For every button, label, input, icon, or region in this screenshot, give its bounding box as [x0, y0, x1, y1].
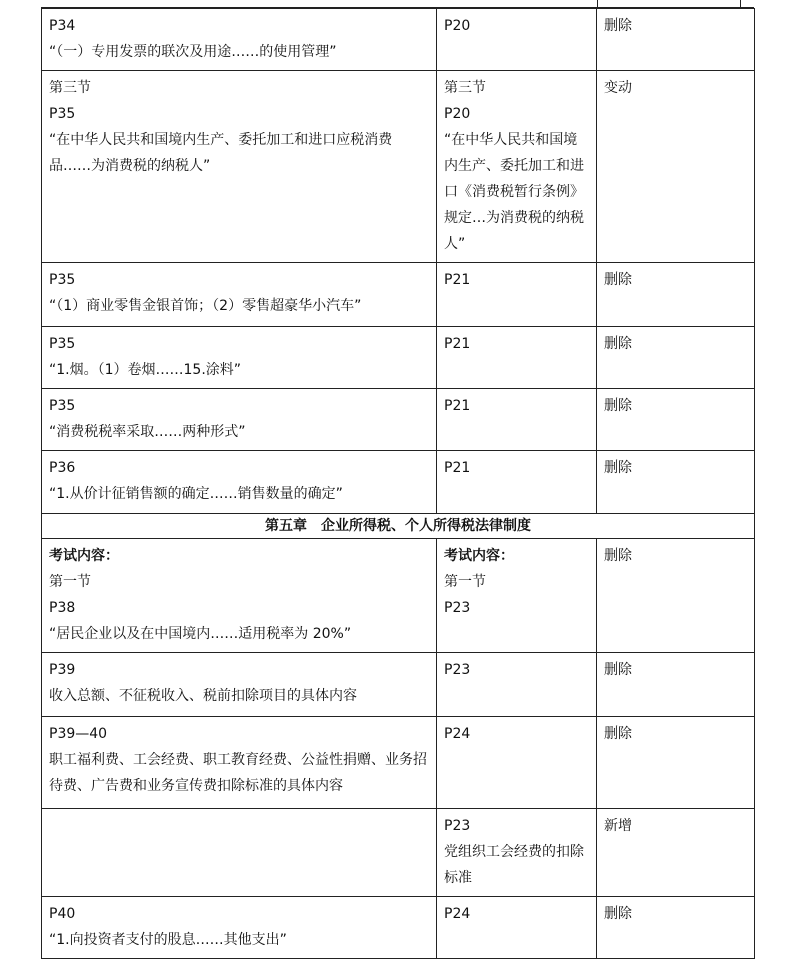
cell-text: P21 — [444, 460, 471, 476]
change-type-cell — [597, 327, 755, 389]
old-content-cell — [42, 809, 437, 897]
cell-text: 变动 — [604, 80, 632, 96]
old-content-cell — [42, 653, 437, 717]
cell-text: P35 — [49, 106, 76, 122]
cell-text: 删除 — [604, 18, 632, 34]
cell-text: P21 — [444, 398, 471, 414]
change-type-cell — [597, 653, 755, 717]
old-content-cell — [42, 71, 437, 263]
cell-text: P23 — [444, 600, 471, 616]
changes-table — [41, 8, 755, 959]
old-content-cell — [42, 539, 437, 653]
cell-text: P35 — [49, 272, 76, 288]
change-type-cell — [597, 9, 755, 71]
cell-text: P20 — [444, 18, 471, 34]
change-type-cell — [597, 71, 755, 263]
cell-text: P23 — [444, 818, 471, 834]
top-divider-right — [740, 0, 741, 8]
change-type-cell — [597, 717, 755, 809]
cell-text: 删除 — [604, 336, 632, 352]
cell-text: P34 — [49, 18, 76, 34]
table-row — [42, 539, 755, 653]
table-row — [42, 717, 755, 809]
table-row — [42, 809, 755, 897]
cell-text: P24 — [444, 726, 471, 742]
table-section-chapter5 — [42, 539, 755, 959]
cell-text: P38 — [49, 600, 76, 616]
new-content-cell — [437, 71, 597, 263]
change-type-cell — [597, 539, 755, 653]
old-content-cell — [42, 389, 437, 451]
cell-text: P24 — [444, 906, 471, 922]
cell-text: P23 — [444, 662, 471, 678]
cell-text: “（1）商业零售金银首饰；（2）零售超豪华小汽车” — [49, 298, 362, 314]
change-type-cell — [597, 263, 755, 327]
cell-text: “1.向投资者支付的股息……其他支出” — [49, 932, 287, 948]
cell-text: 第三节 — [49, 80, 91, 96]
cell-text: 职工福利费、工会经费、职工教育经费、公益性捐赠、业务招待费、广告费和业务宣传费扣除标准的具体内容 — [49, 752, 427, 794]
new-content-cell — [437, 653, 597, 717]
old-content-cell — [42, 897, 437, 959]
cell-text: 删除 — [604, 726, 632, 742]
table-row — [42, 389, 755, 451]
table-row — [42, 451, 755, 514]
new-content-cell — [437, 451, 597, 514]
cell-text: “在中华人民共和国境内生产、委托加工和进口《消费税暂行条例》规定…为消费税的纳税人” — [444, 132, 584, 252]
cell-text: P35 — [49, 336, 76, 352]
cell-text: “（一）专用发票的联次及用途……的使用管理” — [49, 44, 337, 60]
new-content-cell — [437, 263, 597, 327]
chapter-header-row — [42, 514, 755, 539]
cell-text: “消费税税率采取……两种形式” — [49, 424, 246, 440]
old-content-cell — [42, 451, 437, 514]
exam-content-label: 考试内容： — [49, 548, 119, 564]
table-row — [42, 263, 755, 327]
cell-text: 第一节 — [49, 574, 91, 590]
new-content-cell — [437, 539, 597, 653]
table-row — [42, 327, 755, 389]
cell-text: 删除 — [604, 548, 632, 564]
cell-text: 删除 — [604, 398, 632, 414]
change-type-cell — [597, 809, 755, 897]
table-row — [42, 653, 755, 717]
cell-text: 删除 — [604, 460, 632, 476]
cell-text: 删除 — [604, 662, 632, 678]
old-content-cell — [42, 717, 437, 809]
cell-text: 收入总额、不征税收入、税前扣除项目的具体内容 — [49, 688, 357, 704]
cell-text: 删除 — [604, 272, 632, 288]
table-row — [42, 9, 755, 71]
change-type-cell — [597, 897, 755, 959]
cell-text: P40 — [49, 906, 76, 922]
new-content-cell — [437, 809, 597, 897]
change-type-cell — [597, 451, 755, 514]
change-type-cell — [597, 389, 755, 451]
cell-text: 第三节 — [444, 80, 486, 96]
old-content-cell — [42, 9, 437, 71]
cell-text: 第一节 — [444, 574, 486, 590]
cell-text: P39—40 — [49, 726, 108, 742]
exam-content-label: 考试内容： — [444, 548, 514, 564]
new-content-cell — [437, 897, 597, 959]
cell-text: 新增 — [604, 818, 632, 834]
cell-text: P20 — [444, 106, 471, 122]
old-content-cell — [42, 263, 437, 327]
chapter-title: 第五章 企业所得税、个人所得税法律制度 — [42, 514, 755, 539]
old-content-cell — [42, 327, 437, 389]
new-content-cell — [437, 327, 597, 389]
cell-text: “居民企业以及在中国境内……适用税率为 20%” — [49, 626, 352, 642]
cell-text: P21 — [444, 272, 471, 288]
chapter-header-section — [42, 514, 755, 539]
cell-text: “1.从价计征销售额的确定……销售数量的确定” — [49, 486, 343, 502]
cell-text: “1.烟。（1）卷烟……15.涂料” — [49, 362, 242, 378]
cell-text: P39 — [49, 662, 76, 678]
new-content-cell — [437, 717, 597, 809]
cell-text: P35 — [49, 398, 76, 414]
cell-text: 党组织工会经费的扣除标准 — [444, 844, 584, 886]
table-row — [42, 71, 755, 263]
table-section-chapter4 — [42, 9, 755, 514]
cell-text: “在中华人民共和国境内生产、委托加工和进口应税消费品……为消费税的纳税人” — [49, 132, 393, 174]
new-content-cell — [437, 389, 597, 451]
new-content-cell — [437, 9, 597, 71]
top-divider-left — [597, 0, 598, 8]
table-row — [42, 897, 755, 959]
cell-text: 删除 — [604, 906, 632, 922]
cell-text: P21 — [444, 336, 471, 352]
cell-text: P36 — [49, 460, 76, 476]
